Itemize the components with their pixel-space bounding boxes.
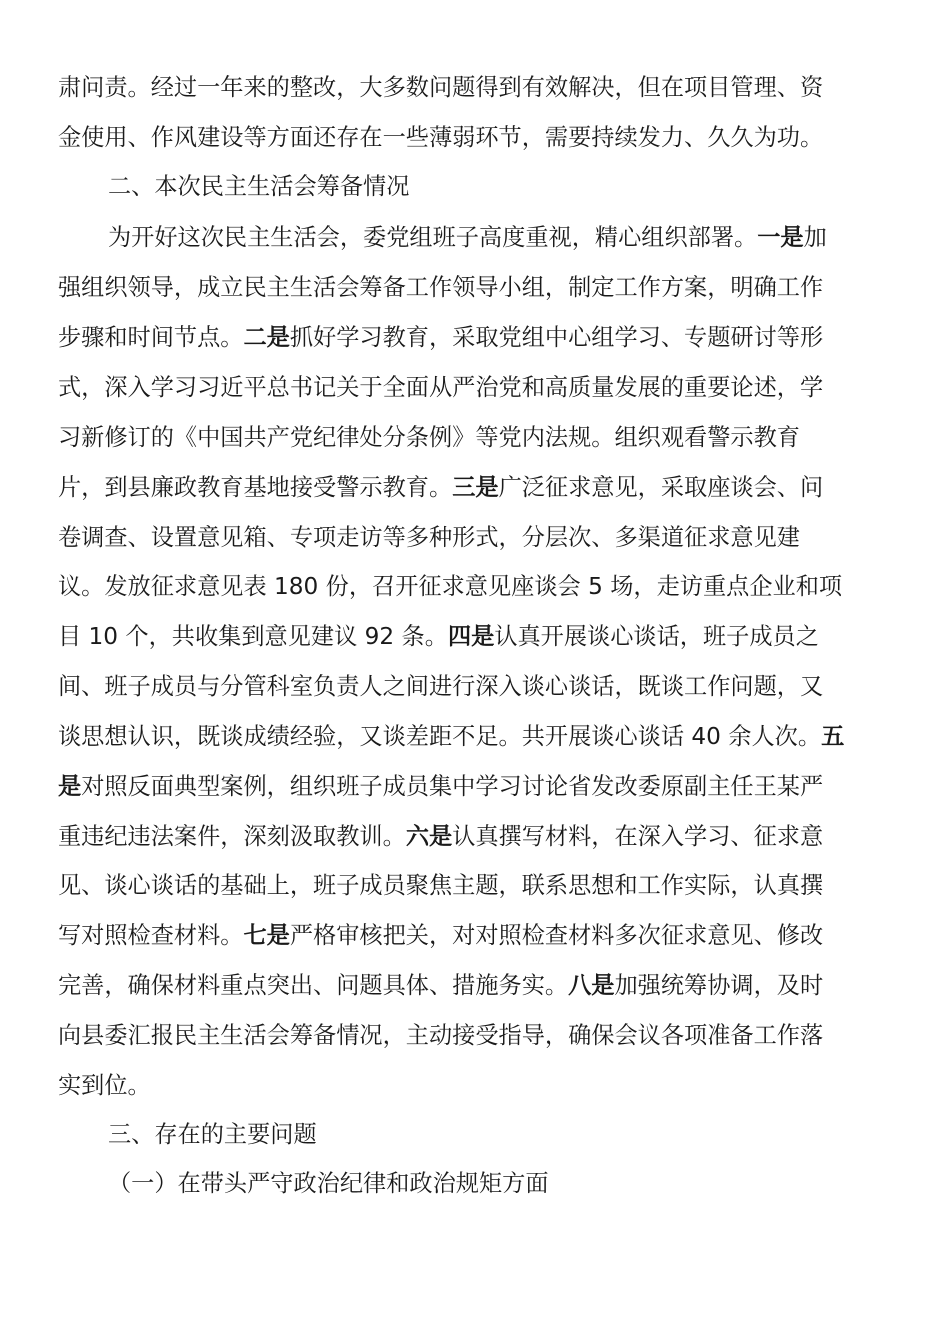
paragraph-line: 习新修订的《中国共产党纪律处分条例》等党内法规。组织观看警示教育 [58,424,800,451]
text-run: 片，到县廉政教育基地接受警示教育。 [58,474,453,501]
bold-marker: 七是 [243,922,290,949]
paragraph-line [58,966,892,1006]
text-run: 对照反面典型案例，组织班子成员集中学习讨论省发改委原副主任王某严 [81,773,824,800]
paragraph-line [58,617,892,657]
text-run: 为开好这次民主生活会，委党组班子高度重视，精心组织部署。 [108,224,758,251]
text-run: 加 [803,224,827,251]
bold-marker: 六是 [405,823,453,850]
text-run: 抓好学习教育，采取党组中心组学习、专题研讨等形 [289,324,824,351]
paragraph-line: 式，深入学习习近平总书记关于全面从严治党和高质量发展的重要论述，学 [58,374,824,401]
text-run: 严格审核把关，对对照检查材料多次征求意见、修改 [289,922,824,949]
text-run: 重违纪违法案件，深刻汲取教训。 [58,823,406,850]
text-run: 目 10 个，共收集到意见建议 92 条。 [58,623,448,650]
text-run: 认真撰写材料，在深入学习、征求意 [452,823,824,850]
subsection-heading: （一）在带头严守政治纪律和政治规矩方面 [108,1170,549,1197]
text-run: 加强统筹协调，及时 [614,972,824,999]
text-run: 步骤和时间节点。 [58,324,244,351]
paragraph-line: 金使用、作风建设等方面还存在一些薄弱环节，需要持续发力、久久为功。 [58,124,824,151]
bold-marker: 八是 [568,972,615,999]
paragraph-line: 间、班子成员与分管科室负责人之间进行深入谈心谈话，既谈工作问题，又 [58,673,824,700]
bold-marker: 三是 [452,474,499,501]
paragraph-line [58,817,892,857]
bold-marker: 是 [58,773,82,800]
text-run: 广泛征求意见，采取座谈会、问 [498,474,824,501]
paragraph-line [58,468,892,508]
text-run: 谈思想认识，既谈成绩经验，又谈差距不足。共开展谈心谈话 40 余人次。 [58,723,822,750]
bold-marker: 一是 [757,224,804,251]
paragraph-line: 肃问责。经过一年来的整改，大多数问题得到有效解决，但在项目管理、资 [58,74,824,101]
paragraph-line [108,218,892,258]
section-heading-3: 三、存在的主要问题 [108,1121,317,1148]
text-run: 认真开展谈心谈话，班子成员之 [494,623,819,650]
text-run: 完善，确保材料重点突出、问题具体、措施务实。 [58,972,569,999]
paragraph-line: 实到位。 [58,1072,151,1099]
paragraph-line: 议。发放征求意见表 180 份，召开征求意见座谈会 5 场，走访重点企业和项 [58,573,843,600]
paragraph-line [58,717,892,757]
paragraph-line: 卷调查、设置意见箱、专项走访等多种形式，分层次、多渠道征求意见建 [58,524,800,551]
bold-marker: 四是 [447,623,495,650]
paragraph-line [58,916,892,956]
paragraph-line [58,318,892,358]
paragraph-line [58,767,892,807]
paragraph-line: 见、谈心谈话的基础上，班子成员聚焦主题，联系思想和工作实际，认真撰 [58,872,824,899]
bold-marker: 五 [821,723,845,750]
bold-marker: 二是 [243,324,290,351]
paragraph-line: 强组织领导，成立民主生活会筹备工作领导小组，制定工作方案，明确工作 [58,274,824,301]
section-heading-2: 二、本次民主生活会筹备情况 [108,173,410,200]
text-run: 写对照检查材料。 [58,922,244,949]
paragraph-line: 向县委汇报民主生活会筹备情况，主动接受指导，确保会议各项准备工作落 [58,1022,824,1049]
